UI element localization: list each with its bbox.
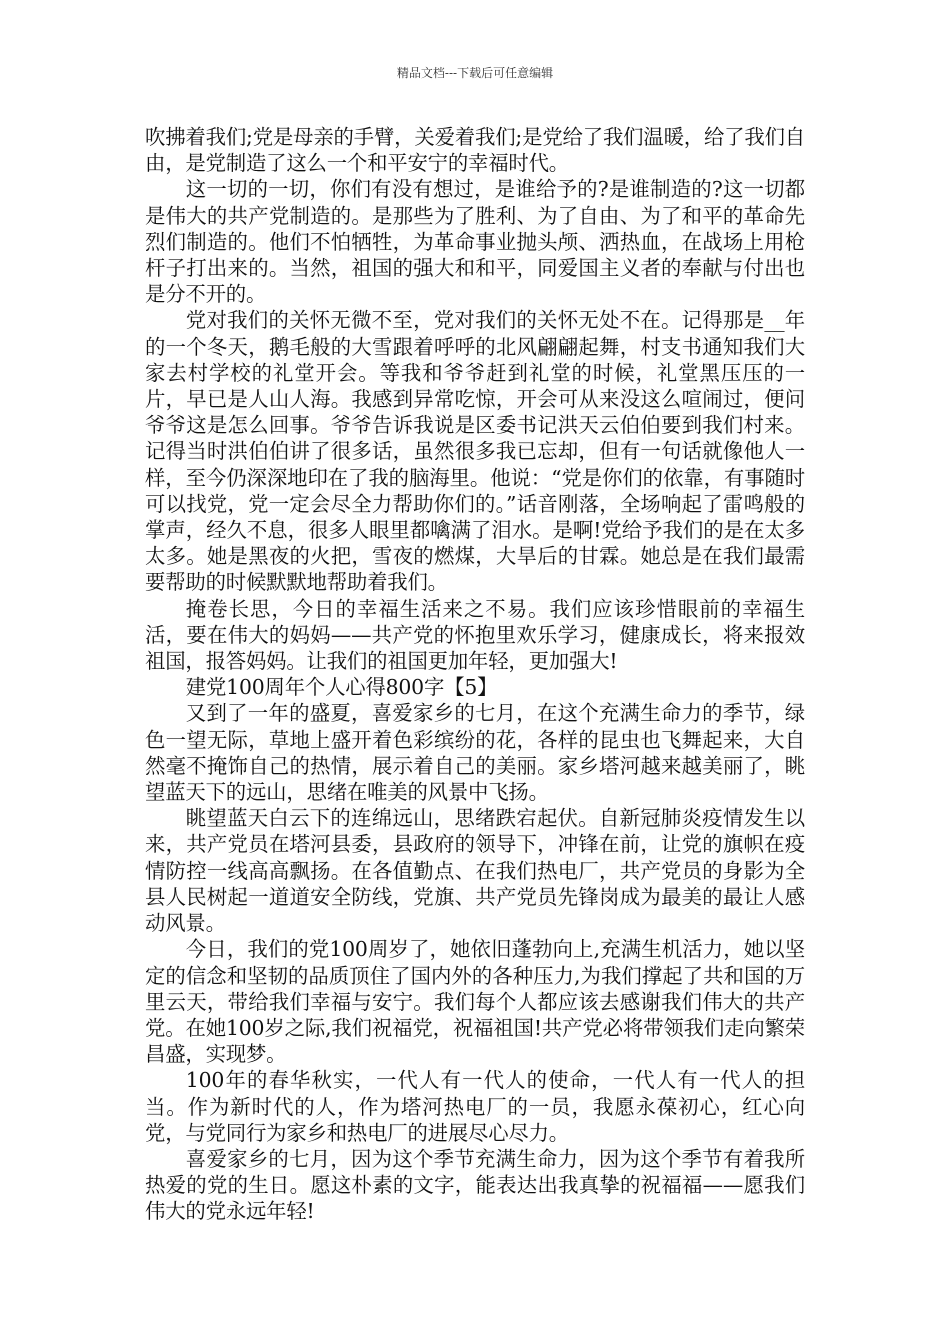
paragraph-3: 党对我们的关怀无微不至，党对我们的关怀无处不在。记得那是__年的一个冬天，鹅毛般的大雪跟着呼呼的北风翩翩起舞，村支书通知我们大家去村学校的礼堂开会。等我和爷爷赶到礼堂的时候，礼堂黑压压的一片，早已是人山人海。我感到异常吃惊，开会可从来没这么喧闹过，便问爷爷这是怎么回事。爷爷告诉我说是区委书记洪天云伯伯要到我们村来。记得当时洪伯伯讲了很多话，虽然很多我已忘却，但有一句话就像他人一样，至今仍深深地印在了我的脑海里。他说：“党是你们的依靠，有事随时可以找党，党一定会尽全力帮助你们的。”话音刚落，全场响起了雷鸣般的掌声，经久不息，很多人眼里都噙满了泪水。是啊!党给予我们的是在太多太多。她是黑夜的火把，雪夜的燃煤，大旱后的甘霖。她总是在我们最需要帮助的时候默默地帮助着我们。 (145, 308, 805, 595)
paragraph-6: 眺望蓝天白云下的连绵远山，思绪跌宕起伏。自新冠肺炎疫情发生以来，共产党员在塔河县委，县政府的领导下，冲锋在前，让党的旗帜在疫情防控一线高高飘扬。在各值勤点、在我们热电厂，共产党员的身影为全县人民树起一道道安全防线，党旗、共产党员先锋岗成为最美的最让人感动风景。 (145, 806, 805, 936)
paragraph-5: 又到了一年的盛夏，喜爱家乡的七月，在这个充满生命力的季节，绿色一望无际，草地上盛开着色彩缤纷的花，各样的昆虫也飞舞起来，大自然毫不掩饰自己的热情，展示着自己的美丽。家乡塔河越来越美丽了，眺望蓝天下的远山，思绪在唯美的风景中飞扬。 (145, 701, 805, 805)
paragraph-7: 今日，我们的党100周岁了，她依旧蓬勃向上,充满生机活力，她以坚定的信念和坚韧的品质顶住了国内外的各种压力,为我们撑起了共和国的万里云天，带给我们幸福与安宁。我们每个人都应该去感谢我们伟大的共产党。在她100岁之际,我们祝福党，祝福祖国!共产党必将带领我们走向繁荣昌盛，实现梦。 (145, 937, 805, 1067)
paragraph-2: 这一切的一切，你们有没有想过，是谁给予的?是谁制造的?这一切都是伟大的共产党制造的。是那些为了胜利、为了自由、为了和平的革命先烈们制造的。他们不怕牺牲，为革命事业抛头颅、洒热血，在战场上用枪杆子打出来的。当然，祖国的强大和和平，同爱国主义者的奉献与付出也是分不开的。 (145, 177, 805, 307)
document-body (145, 124, 805, 1225)
paragraph-9: 喜爱家乡的七月，因为这个季节充满生命力，因为这个季节有着我所热爱的党的生日。愿这朴素的文字，能表达出我真挚的祝福福——愿我们伟大的党永远年轻! (145, 1146, 805, 1224)
paragraph-1: 吹拂着我们;党是母亲的手臂，关爱着我们;是党给了我们温暖，给了我们自由，是党制造了这么一个和平安宁的幸福时代。 (145, 125, 805, 176)
paragraph-4: 掩卷长思，今日的幸福生活来之不易。我们应该珍惜眼前的幸福生活，要在伟大的妈妈——共产党的怀抱里欢乐学习，健康成长，将来报效祖国，报答妈妈。让我们的祖国更加年轻，更加强大! (145, 596, 805, 674)
page-header: 精品文档---下载后可任意编辑 (396, 66, 554, 80)
paragraph-8: 100年的春华秋实，一代人有一代人的使命，一代人有一代人的担当。作为新时代的人，作为塔河热电厂的一员，我愿永葆初心，红心向党，与党同行为家乡和热电厂的进展尽心尽力。 (145, 1068, 805, 1145)
section-heading: 建党100周年个人心得800字【5】 (185, 675, 498, 700)
